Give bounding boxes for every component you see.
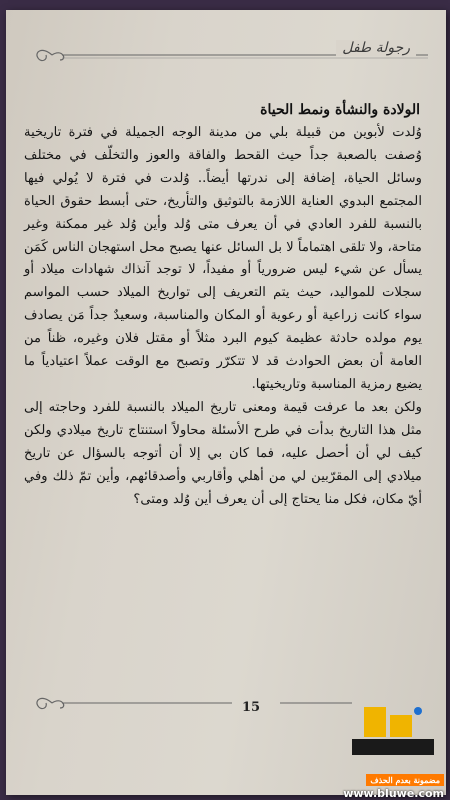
page-number: 15 bbox=[242, 700, 261, 715]
paragraph-1: وُلدت لأبوين من قبيلة بلي من مدينة الوجه الجميلة في فترة تاريخية وُصفت بالصعبة جداً حيث القحط والفاقة والعوز والتخلّف في مختلف وسائل الحياة، إضافة إلى ندرتها أيضاً.. وُلدت في فترة لا يُولي فيها المجتمع البدوي العناية اللازمة بالتوثيق والتأريخ، حتى أبسط حقوق الحياة بالنسبة للفرد العادي في أن يعرف متى وُلد وأين وُلد غير ممكنة وغير متاحة، ولا تلقى اهتماماً لا بل السائل عنها يصبح محل استهجان الناس كَمَن يسأل عن شيء ليس ضرورياً أو مفيداً، لا توجد آنذاك شهادات ميلاد أو سجلات للمواليد، حيث يتم التعريف إلى تواريخ الميلاد حسب المواسم سواء كانت زراعية أو رعوية أو المكان والمناسبة، وسعيدٌ جداً مَن يصادف يوم مولده حادثة عظيمة كيوم البرد مثلاً أو مقتل فلان وغيره، ظناً من العامة أن بعض الحوادث قد لا تتكرّر وتصبح مع الوقت عملاً اعتيادياً ما يضيع رمزية المناسبة وتاريخيتها. bbox=[24, 125, 422, 392]
watermark-caption: مضمونة بعدم الحذف bbox=[366, 774, 444, 786]
running-header: رجولة طفل bbox=[336, 40, 416, 56]
paragraph-2: ولكن بعد ما عرفت قيمة ومعنى تاريخ الميلاد بالنسبة للفرد وحاجته إلى مثل هذا التاريخ بدأت في طرح الأسئلة محاولاً استنتاج تاريخ ميلادي ولكن كيف لي أن أحصل عليه، فما كان بي إلا أن أتوجه بالسؤال عن تاريخ ميلادي إلى المقرّبين لي من أهلي وأقاربي وأصدقائهم، وأين تمّ ذلك وفي أيّ مكان، فكل منا يحتاج إلى أن يعرف أين وُلد ومتى؟ bbox=[24, 399, 422, 507]
bluwe-logo bbox=[326, 701, 436, 771]
section-heading: الولادة والنشأة ونمط الحياة bbox=[260, 102, 420, 118]
watermark-url: www.bluwe.com bbox=[343, 787, 444, 800]
book-page bbox=[6, 10, 446, 795]
body-text bbox=[24, 122, 422, 511]
